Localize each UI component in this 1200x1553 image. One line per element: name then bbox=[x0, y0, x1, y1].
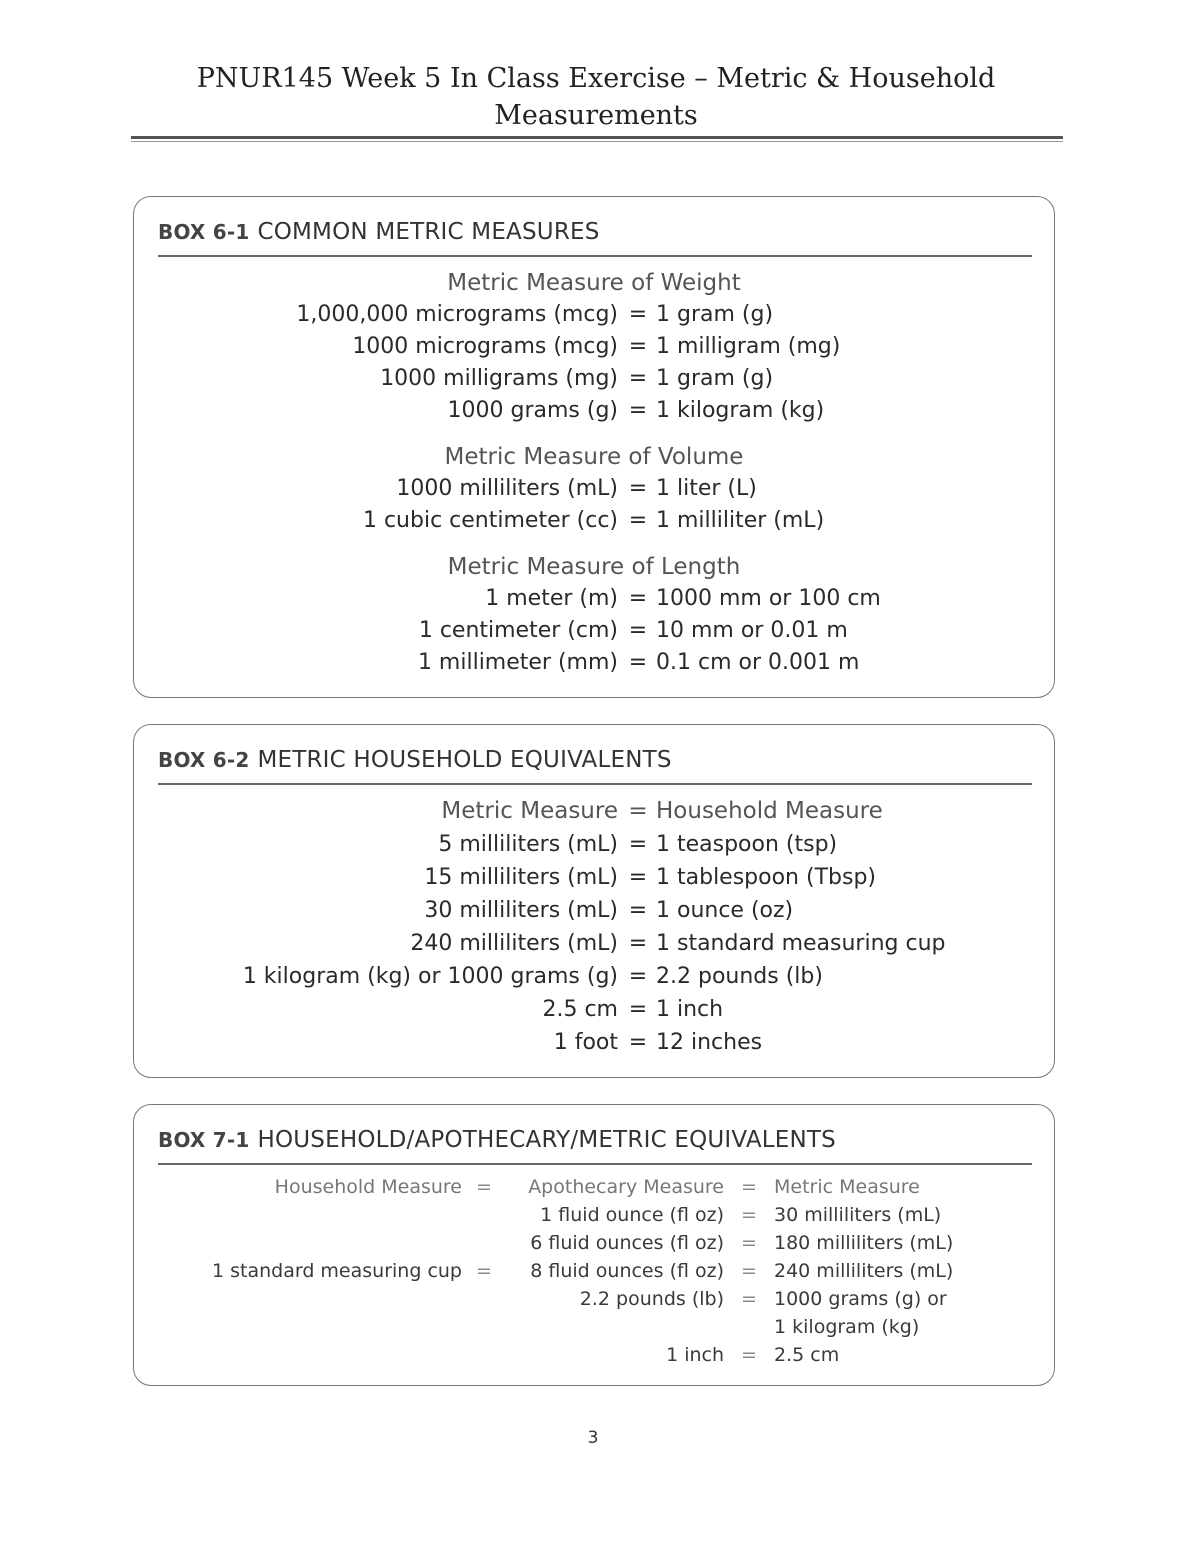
table-row bbox=[134, 615, 1054, 647]
row-rhs: 1 standard measuring cup bbox=[656, 931, 946, 956]
row-equals: = bbox=[628, 334, 648, 359]
header-equals-1: = bbox=[476, 1176, 492, 1198]
table-row bbox=[134, 299, 1054, 331]
row-rhs: 0.1 cm or 0.001 m bbox=[656, 650, 860, 675]
table-row bbox=[134, 331, 1054, 363]
page-title-line-2: Measurements bbox=[494, 100, 698, 131]
row-rhs: 1 milligram (mg) bbox=[656, 334, 841, 359]
cell-apothecary: 2.2 pounds (lb) bbox=[579, 1288, 724, 1310]
row-rhs: 1 gram (g) bbox=[656, 302, 774, 327]
table-row bbox=[134, 1285, 1054, 1313]
box-title bbox=[158, 219, 600, 245]
row-equals: = bbox=[628, 964, 648, 989]
row-rhs: 10 mm or 0.01 m bbox=[656, 618, 848, 643]
table-row bbox=[134, 1341, 1054, 1369]
table-row bbox=[134, 395, 1054, 427]
row-equals: = bbox=[628, 832, 648, 857]
row-lhs: 240 milliliters (mL) bbox=[410, 931, 618, 956]
row-equals: = bbox=[628, 1030, 648, 1055]
row-rhs: 1 milliliter (mL) bbox=[656, 508, 825, 533]
box-number: BOX 6-1 bbox=[158, 220, 250, 244]
cell-equals-2: = bbox=[741, 1260, 757, 1282]
box-metric-household-equivalents bbox=[133, 724, 1055, 1078]
row-lhs: 1000 milligrams (mg) bbox=[380, 366, 618, 391]
row-lhs: 5 milliliters (mL) bbox=[438, 832, 618, 857]
row-lhs: 1 millimeter (mm) bbox=[417, 650, 618, 675]
header-equals: = bbox=[628, 798, 648, 824]
row-lhs: 1,000,000 micrograms (mcg) bbox=[296, 302, 618, 327]
table-row bbox=[134, 647, 1054, 679]
header-household: Household Measure bbox=[274, 1176, 462, 1198]
table-header-row bbox=[134, 1173, 1054, 1201]
box-divider bbox=[158, 255, 1032, 257]
row-equals: = bbox=[628, 586, 648, 611]
table-row bbox=[134, 363, 1054, 395]
row-equals: = bbox=[628, 997, 648, 1022]
row-rhs: 1 kilogram (kg) bbox=[656, 398, 825, 423]
row-lhs: 2.5 cm bbox=[542, 997, 618, 1022]
cell-household: 1 standard measuring cup bbox=[211, 1260, 462, 1282]
box-title-text: COMMON METRIC MEASURES bbox=[257, 219, 600, 245]
table-row bbox=[134, 1027, 1054, 1059]
row-lhs: 1 cubic centimeter (cc) bbox=[362, 508, 618, 533]
header-apothecary: Apothecary Measure bbox=[528, 1176, 724, 1198]
row-equals: = bbox=[628, 650, 648, 675]
cell-equals-2: = bbox=[741, 1288, 757, 1310]
box-title bbox=[158, 1127, 836, 1153]
box-household-apothecary-metric-equivalents bbox=[133, 1104, 1055, 1386]
cell-metric: 2.5 cm bbox=[774, 1344, 840, 1366]
box-number: BOX 7-1 bbox=[158, 1128, 250, 1152]
row-lhs: 1000 micrograms (mcg) bbox=[352, 334, 618, 359]
table-row bbox=[134, 1313, 1054, 1341]
cell-metric: 30 milliliters (mL) bbox=[774, 1204, 942, 1226]
row-equals: = bbox=[628, 508, 648, 533]
row-rhs: 2.2 pounds (lb) bbox=[656, 964, 823, 989]
box-number: BOX 6-2 bbox=[158, 748, 250, 772]
box-title-text: HOUSEHOLD/APOTHECARY/METRIC EQUIVALENTS bbox=[257, 1127, 836, 1153]
page-title-line-1: PNUR145 Week 5 In Class Exercise – Metric & Household bbox=[196, 63, 996, 94]
cell-metric: 1 kilogram (kg) bbox=[774, 1316, 920, 1338]
section-heading-length: Metric Measure of Length bbox=[447, 554, 741, 580]
row-lhs: 15 milliliters (mL) bbox=[424, 865, 618, 890]
table-row bbox=[134, 862, 1054, 894]
table-row bbox=[134, 1201, 1054, 1229]
box-divider bbox=[158, 1163, 1032, 1165]
row-rhs: 12 inches bbox=[656, 1030, 763, 1055]
title-divider bbox=[131, 136, 1063, 142]
cell-apothecary: 8 fluid ounces (fl oz) bbox=[530, 1260, 724, 1282]
box-title bbox=[158, 747, 672, 773]
row-rhs: 1 liter (L) bbox=[656, 476, 757, 501]
row-equals: = bbox=[628, 618, 648, 643]
table-header-row bbox=[134, 795, 1054, 827]
cell-apothecary: 6 fluid ounces (fl oz) bbox=[530, 1232, 724, 1254]
table-row bbox=[134, 961, 1054, 993]
row-rhs: 1 inch bbox=[656, 997, 724, 1022]
header-rhs: Household Measure bbox=[656, 798, 883, 824]
row-lhs: 1 kilogram (kg) or 1000 grams (g) bbox=[242, 964, 618, 989]
row-equals: = bbox=[628, 366, 648, 391]
row-lhs: 1 foot bbox=[553, 1030, 618, 1055]
cell-apothecary: 1 fluid ounce (fl oz) bbox=[540, 1204, 724, 1226]
header-metric: Metric Measure bbox=[774, 1176, 920, 1198]
table-row bbox=[134, 583, 1054, 615]
section-heading-volume: Metric Measure of Volume bbox=[444, 444, 744, 470]
table-row bbox=[134, 829, 1054, 861]
cell-metric: 240 milliliters (mL) bbox=[774, 1260, 954, 1282]
row-lhs: 1000 milliliters (mL) bbox=[396, 476, 618, 501]
cell-metric: 1000 grams (g) or bbox=[774, 1288, 947, 1310]
box-common-metric-measures bbox=[133, 196, 1055, 698]
row-lhs: 1 centimeter (cm) bbox=[418, 618, 618, 643]
page-title bbox=[0, 60, 1192, 134]
header-lhs: Metric Measure bbox=[441, 798, 618, 824]
row-equals: = bbox=[628, 898, 648, 923]
row-lhs: 1 meter (m) bbox=[485, 586, 618, 611]
row-rhs: 1 tablespoon (Tbsp) bbox=[656, 865, 876, 890]
row-rhs: 1 teaspoon (tsp) bbox=[656, 832, 838, 857]
table-row bbox=[134, 1257, 1054, 1285]
row-lhs: 30 milliliters (mL) bbox=[424, 898, 618, 923]
section-heading-weight: Metric Measure of Weight bbox=[447, 270, 741, 296]
box-title-text: METRIC HOUSEHOLD EQUIVALENTS bbox=[257, 747, 672, 773]
row-equals: = bbox=[628, 476, 648, 501]
cell-metric: 180 milliliters (mL) bbox=[774, 1232, 954, 1254]
cell-equals-2: = bbox=[741, 1344, 757, 1366]
page-number: 3 bbox=[587, 1428, 599, 1448]
cell-apothecary: 1 inch bbox=[666, 1344, 724, 1366]
table-row bbox=[134, 1229, 1054, 1257]
table-row bbox=[134, 473, 1054, 505]
table-row bbox=[134, 994, 1054, 1026]
box-divider bbox=[158, 783, 1032, 785]
row-lhs: 1000 grams (g) bbox=[447, 398, 618, 423]
row-rhs: 1000 mm or 100 cm bbox=[656, 586, 881, 611]
table-row bbox=[134, 928, 1054, 960]
table-row bbox=[134, 505, 1054, 537]
table-row bbox=[134, 895, 1054, 927]
row-equals: = bbox=[628, 302, 648, 327]
row-equals: = bbox=[628, 865, 648, 890]
row-rhs: 1 gram (g) bbox=[656, 366, 774, 391]
cell-equals-2: = bbox=[741, 1232, 757, 1254]
header-equals-2: = bbox=[741, 1176, 757, 1198]
row-equals: = bbox=[628, 398, 648, 423]
row-rhs: 1 ounce (oz) bbox=[656, 898, 794, 923]
cell-equals-2: = bbox=[741, 1204, 757, 1226]
row-equals: = bbox=[628, 931, 648, 956]
cell-equals-1: = bbox=[476, 1260, 492, 1282]
